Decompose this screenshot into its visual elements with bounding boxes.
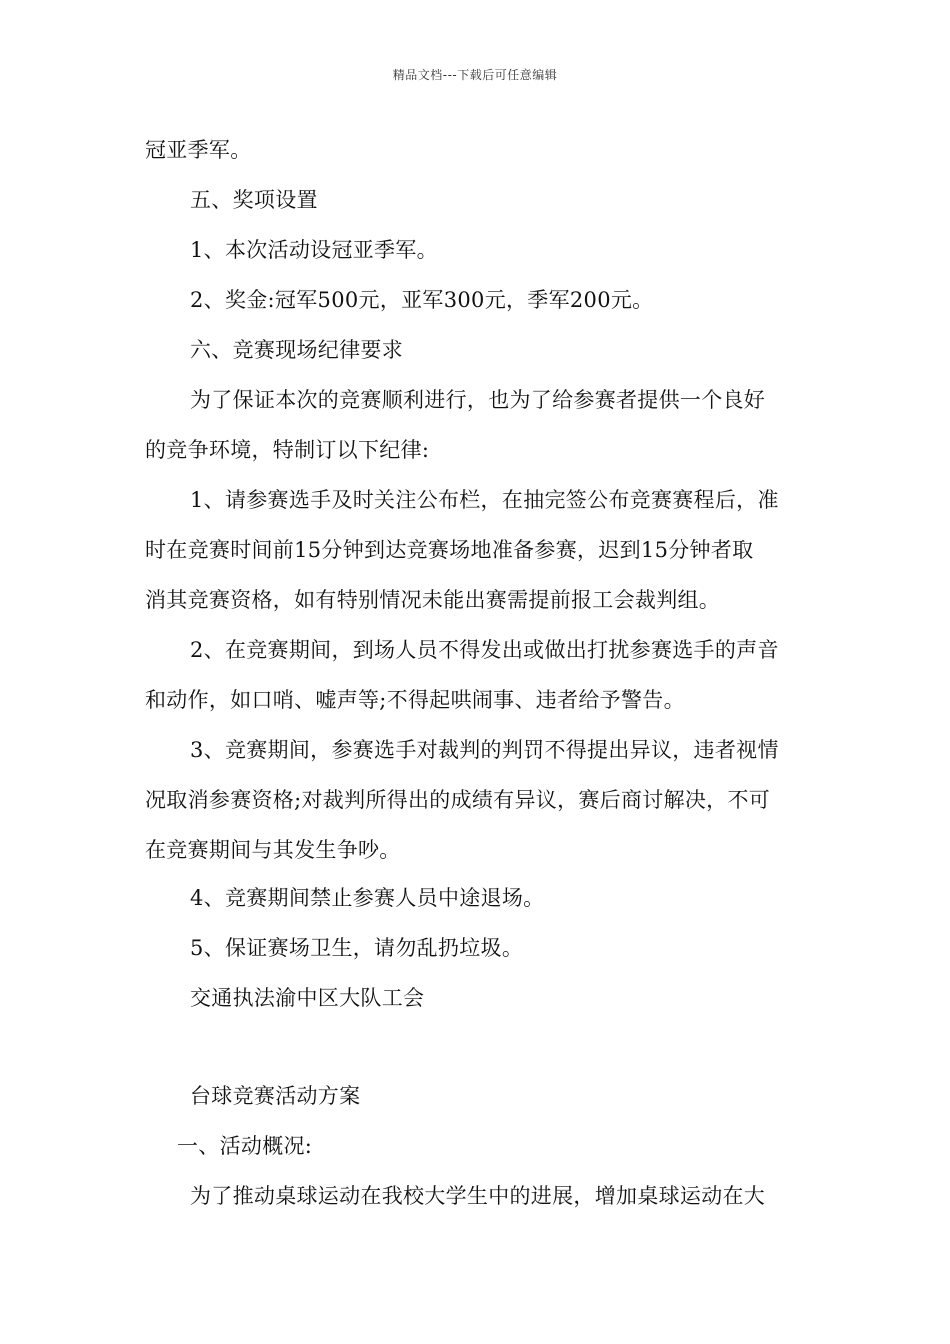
section-heading: 一、活动概况:: [177, 1134, 313, 1158]
text-line: 1、本次活动设冠亚季军。: [190, 238, 438, 262]
text-line: 况取消参赛资格;对裁判所得出的成绩有异议，赛后商讨解决，不可: [145, 788, 771, 812]
text-line: 时在竞赛时间前15分钟到达竞赛场地准备参赛，迟到15分钟者取: [145, 538, 754, 562]
text-line: 2、在竞赛期间，到场人员不得发出或做出打扰参赛选手的声音: [190, 638, 779, 662]
text-line: 消其竞赛资格，如有特别情况未能出赛需提前报工会裁判组。: [145, 588, 721, 612]
text-line: 5、保证赛场卫生，请勿乱扔垃圾。: [190, 936, 524, 960]
text-line: 3、竞赛期间，参赛选手对裁判的判罚不得提出异议，违者视情: [190, 738, 779, 762]
text-line: 的竞争环境，特制订以下纪律:: [145, 438, 430, 462]
text-line: 在竞赛期间与其发生争吵。: [145, 838, 401, 862]
document-title: 台球竞赛活动方案: [190, 1084, 361, 1108]
text-line: 4、竞赛期间禁止参赛人员中途退场。: [190, 886, 545, 910]
section-heading: 五、奖项设置: [190, 188, 318, 212]
section-heading: 六、竞赛现场纪律要求: [190, 338, 403, 362]
text-line: 为了推动桌球运动在我校大学生中的进展，增加桌球运动在大: [190, 1184, 766, 1208]
text-line: 和动作，如口哨、嘘声等;不得起哄闹事、违者给予警告。: [145, 688, 685, 712]
page-header: 精品文档---下载后可任意编辑: [392, 68, 558, 82]
text-line: 冠亚季军。: [145, 138, 252, 162]
text-line: 为了保证本次的竞赛顺利进行，也为了给参赛者提供一个良好: [190, 388, 766, 412]
signature-line: 交通执法渝中区大队工会: [190, 986, 425, 1010]
text-line: 2、奖金:冠军500元，亚军300元，季军200元。: [190, 288, 654, 312]
text-line: 1、请参赛选手及时关注公布栏，在抽完签公布竞赛赛程后，准: [190, 488, 779, 512]
